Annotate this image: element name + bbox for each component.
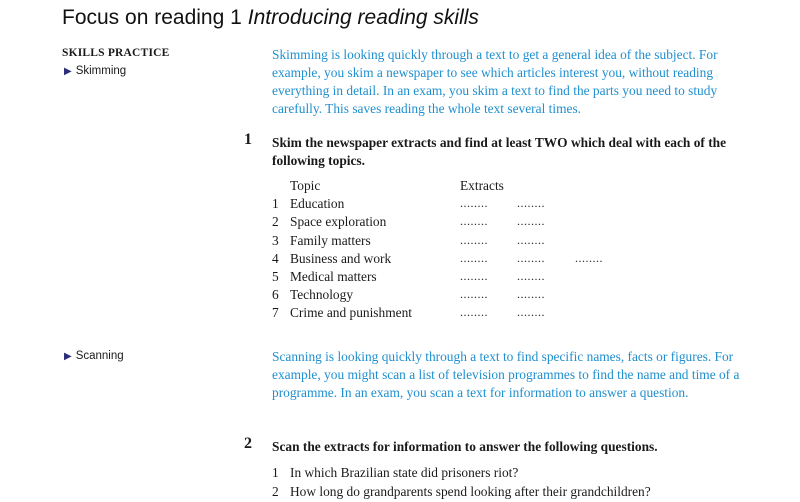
row-number: 2 (272, 214, 279, 230)
page-title (62, 6, 479, 30)
extract-blank[interactable]: ........ (460, 287, 488, 302)
title-subtitle: Introducing reading skills (247, 6, 479, 29)
exercise-1-number: 1 (244, 131, 252, 148)
row-topic: Education (290, 196, 345, 212)
extract-blank[interactable]: ........ (517, 214, 545, 229)
extract-blank[interactable]: ........ (517, 287, 545, 302)
extract-blank[interactable]: ........ (575, 250, 603, 265)
scanning-marker (64, 350, 124, 362)
row-topic: Business and work (290, 250, 392, 266)
row-topic: Technology (290, 287, 354, 303)
extract-blank[interactable]: ........ (460, 196, 488, 211)
extracts-column-header: Extracts (460, 178, 504, 193)
row-topic: Crime and punishment (290, 305, 412, 321)
triangle-bullet-icon: ▶ (64, 351, 72, 362)
question-number: 2 (272, 483, 279, 499)
exercise-1-instruction: Skim the newspaper extracts and find at least TWO which deal with each of the following topics. (272, 135, 727, 168)
extract-blank[interactable]: ........ (460, 232, 488, 247)
row-topic: Space exploration (290, 214, 387, 230)
skimming-marker (64, 65, 126, 77)
row-number: 4 (272, 250, 279, 266)
title-main: Focus on reading 1 (62, 6, 242, 29)
question-text: How long do grandparents spend looking after their grandchildren? (290, 483, 651, 499)
question-number: 1 (272, 465, 279, 480)
extract-blank[interactable]: ........ (517, 305, 545, 320)
extract-blank[interactable]: ........ (517, 232, 545, 247)
extract-blank[interactable]: ........ (517, 268, 545, 283)
skimming-label: Skimming (75, 65, 127, 77)
skimming-intro: Skimming is looking quickly through a text to get a general idea of the subject. For example, you skim a newspaper to see which articles interest you, without reading everything in detail. In an exam, you skim a text to find the parts you need to study carefully. This saves reading the whole text several times. (272, 47, 718, 116)
row-topic: Medical matters (290, 268, 377, 284)
exercise-2-instruction: Scan the extracts for information to answer the following questions. (272, 439, 658, 454)
topic-column-header: Topic (290, 178, 321, 193)
row-number: 7 (272, 305, 279, 321)
extract-blank[interactable]: ........ (460, 214, 488, 229)
row-number: 6 (272, 287, 279, 303)
row-number: 5 (272, 268, 279, 284)
row-number: 3 (272, 232, 279, 248)
question-text: In which Brazilian state did prisoners riot? (290, 465, 519, 480)
extract-blank[interactable]: ........ (460, 250, 488, 265)
row-topic: Family matters (290, 232, 371, 248)
scanning-intro: Scanning is looking quickly through a text to find specific names, facts or figures. For example, you might scan a list of television programmes to find the name and time of a programme. In an exam, you scan a text for information to answer a question. (272, 349, 740, 400)
extract-blank[interactable]: ........ (460, 305, 488, 320)
extract-blank[interactable]: ........ (517, 196, 545, 211)
exercise-2-number: 2 (244, 435, 252, 452)
extract-blank[interactable]: ........ (460, 268, 488, 283)
skills-practice-heading: SKILLS PRACTICE (62, 47, 170, 59)
row-number: 1 (272, 196, 279, 212)
scanning-label: Scanning (75, 350, 124, 362)
extract-blank[interactable]: ........ (517, 250, 545, 265)
triangle-bullet-icon: ▶ (64, 66, 72, 77)
